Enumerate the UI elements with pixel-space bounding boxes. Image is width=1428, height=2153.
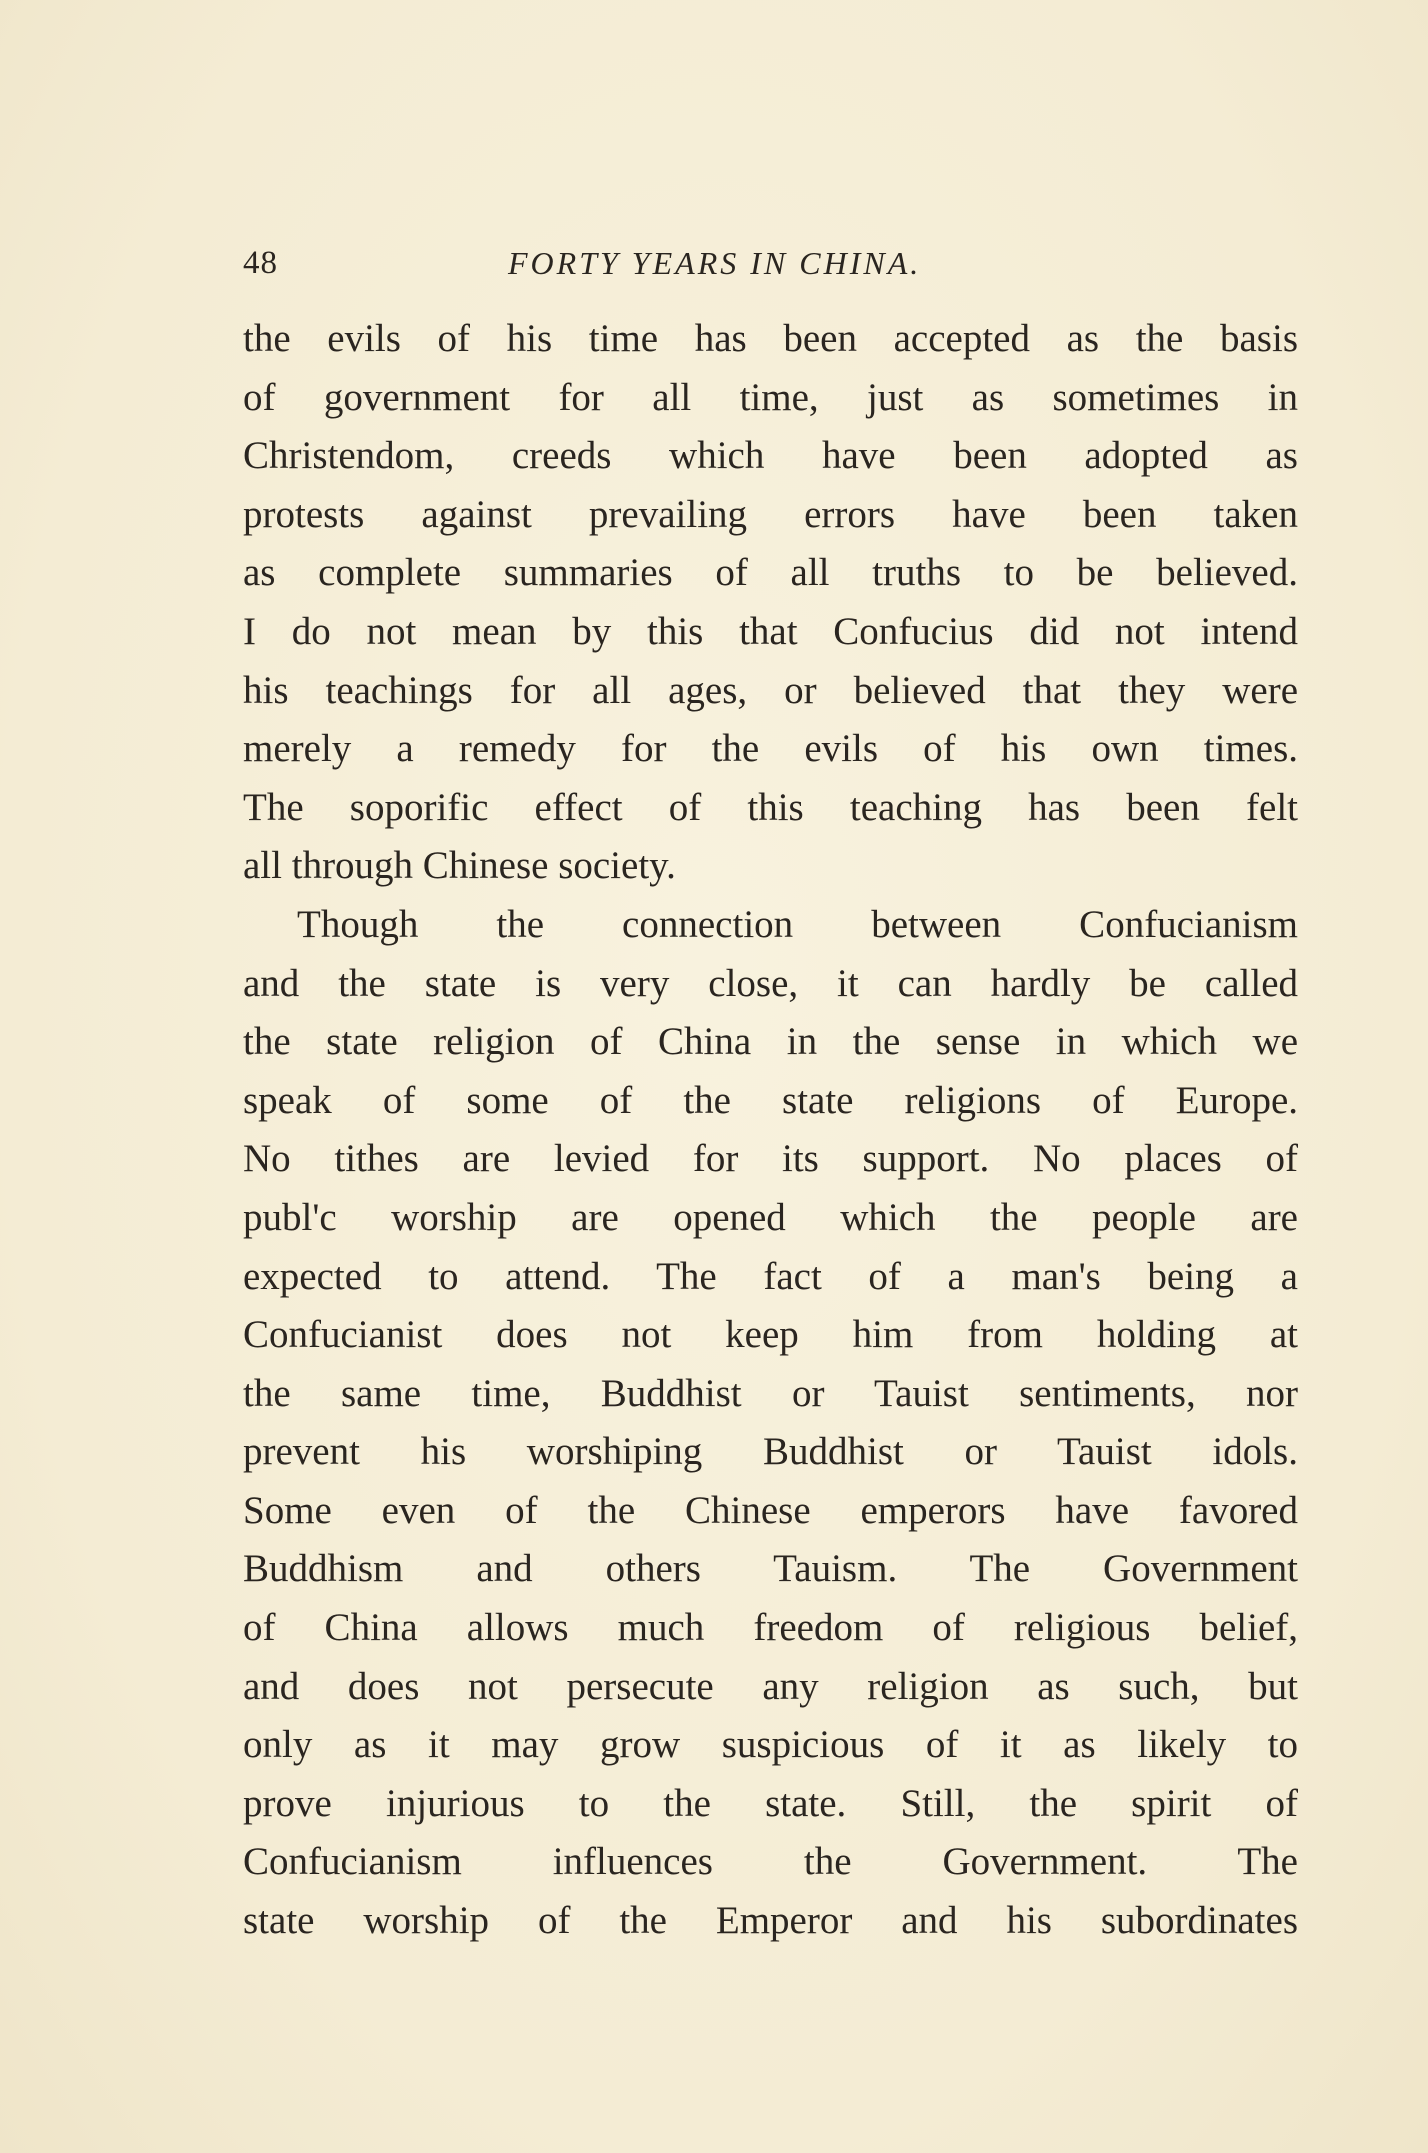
text-line: as complete summaries of all truths to be believed. xyxy=(243,551,1298,595)
paragraph-start-line: Though the connection between Confucianism xyxy=(297,902,1298,946)
text-line: The soporific effect of this teaching has been felt xyxy=(243,785,1298,829)
body-text xyxy=(243,310,1298,1951)
text-line: protests against prevailing errors have been taken xyxy=(243,492,1298,536)
text-line: Some even of the Chinese emperors have favored xyxy=(243,1488,1298,1532)
text-line: publ'c worship are opened which the people are xyxy=(243,1195,1298,1239)
text-line: Buddhism and others Tauism. The Government xyxy=(243,1547,1298,1591)
text-line: his teachings for all ages, or believed that they were xyxy=(243,668,1298,712)
text-line: the state religion of China in the sense in which we xyxy=(243,1020,1298,1064)
text-line: only as it may grow suspicious of it as likely to xyxy=(243,1723,1298,1767)
text-line: I do not mean by this that Confucius did not intend xyxy=(243,609,1298,653)
text-line: Christendom, creeds which have been adopted as xyxy=(243,434,1298,478)
text-line: the same time, Buddhist or Tauist sentiments, nor xyxy=(243,1371,1298,1415)
text-line: prove injurious to the state. Still, the spirit of xyxy=(243,1781,1298,1825)
running-title: FORTY YEARS IN CHINA. xyxy=(508,245,922,281)
text-line: merely a remedy for the evils of his own times. xyxy=(243,727,1298,771)
text-line: and does not persecute any religion as such, but xyxy=(243,1664,1298,1708)
text-line: expected to attend. The fact of a man's being a xyxy=(243,1254,1298,1298)
text-line: Confucianism influences the Government. The xyxy=(243,1840,1298,1884)
text-line: state worship of the Emperor and his subordinates xyxy=(243,1899,1298,1943)
page-number: 48 xyxy=(243,245,278,281)
page-header xyxy=(243,238,1298,288)
text-line: the evils of his time has been accepted as the basis xyxy=(243,317,1298,360)
text-line: of government for all time, just as sometimes in xyxy=(243,375,1298,419)
text-line: Confucianist does not keep him from holding at xyxy=(243,1313,1298,1357)
text-line: speak of some of the state religions of Europe. xyxy=(243,1078,1298,1122)
text-line: of China allows much freedom of religious belief, xyxy=(243,1606,1298,1650)
text-line: all through Chinese society. xyxy=(243,844,676,888)
text-line: prevent his worshiping Buddhist or Tauist idols. xyxy=(243,1430,1298,1474)
text-line: and the state is very close, it can hardly be called xyxy=(243,961,1298,1005)
text-line: No tithes are levied for its support. No places of xyxy=(243,1137,1298,1181)
